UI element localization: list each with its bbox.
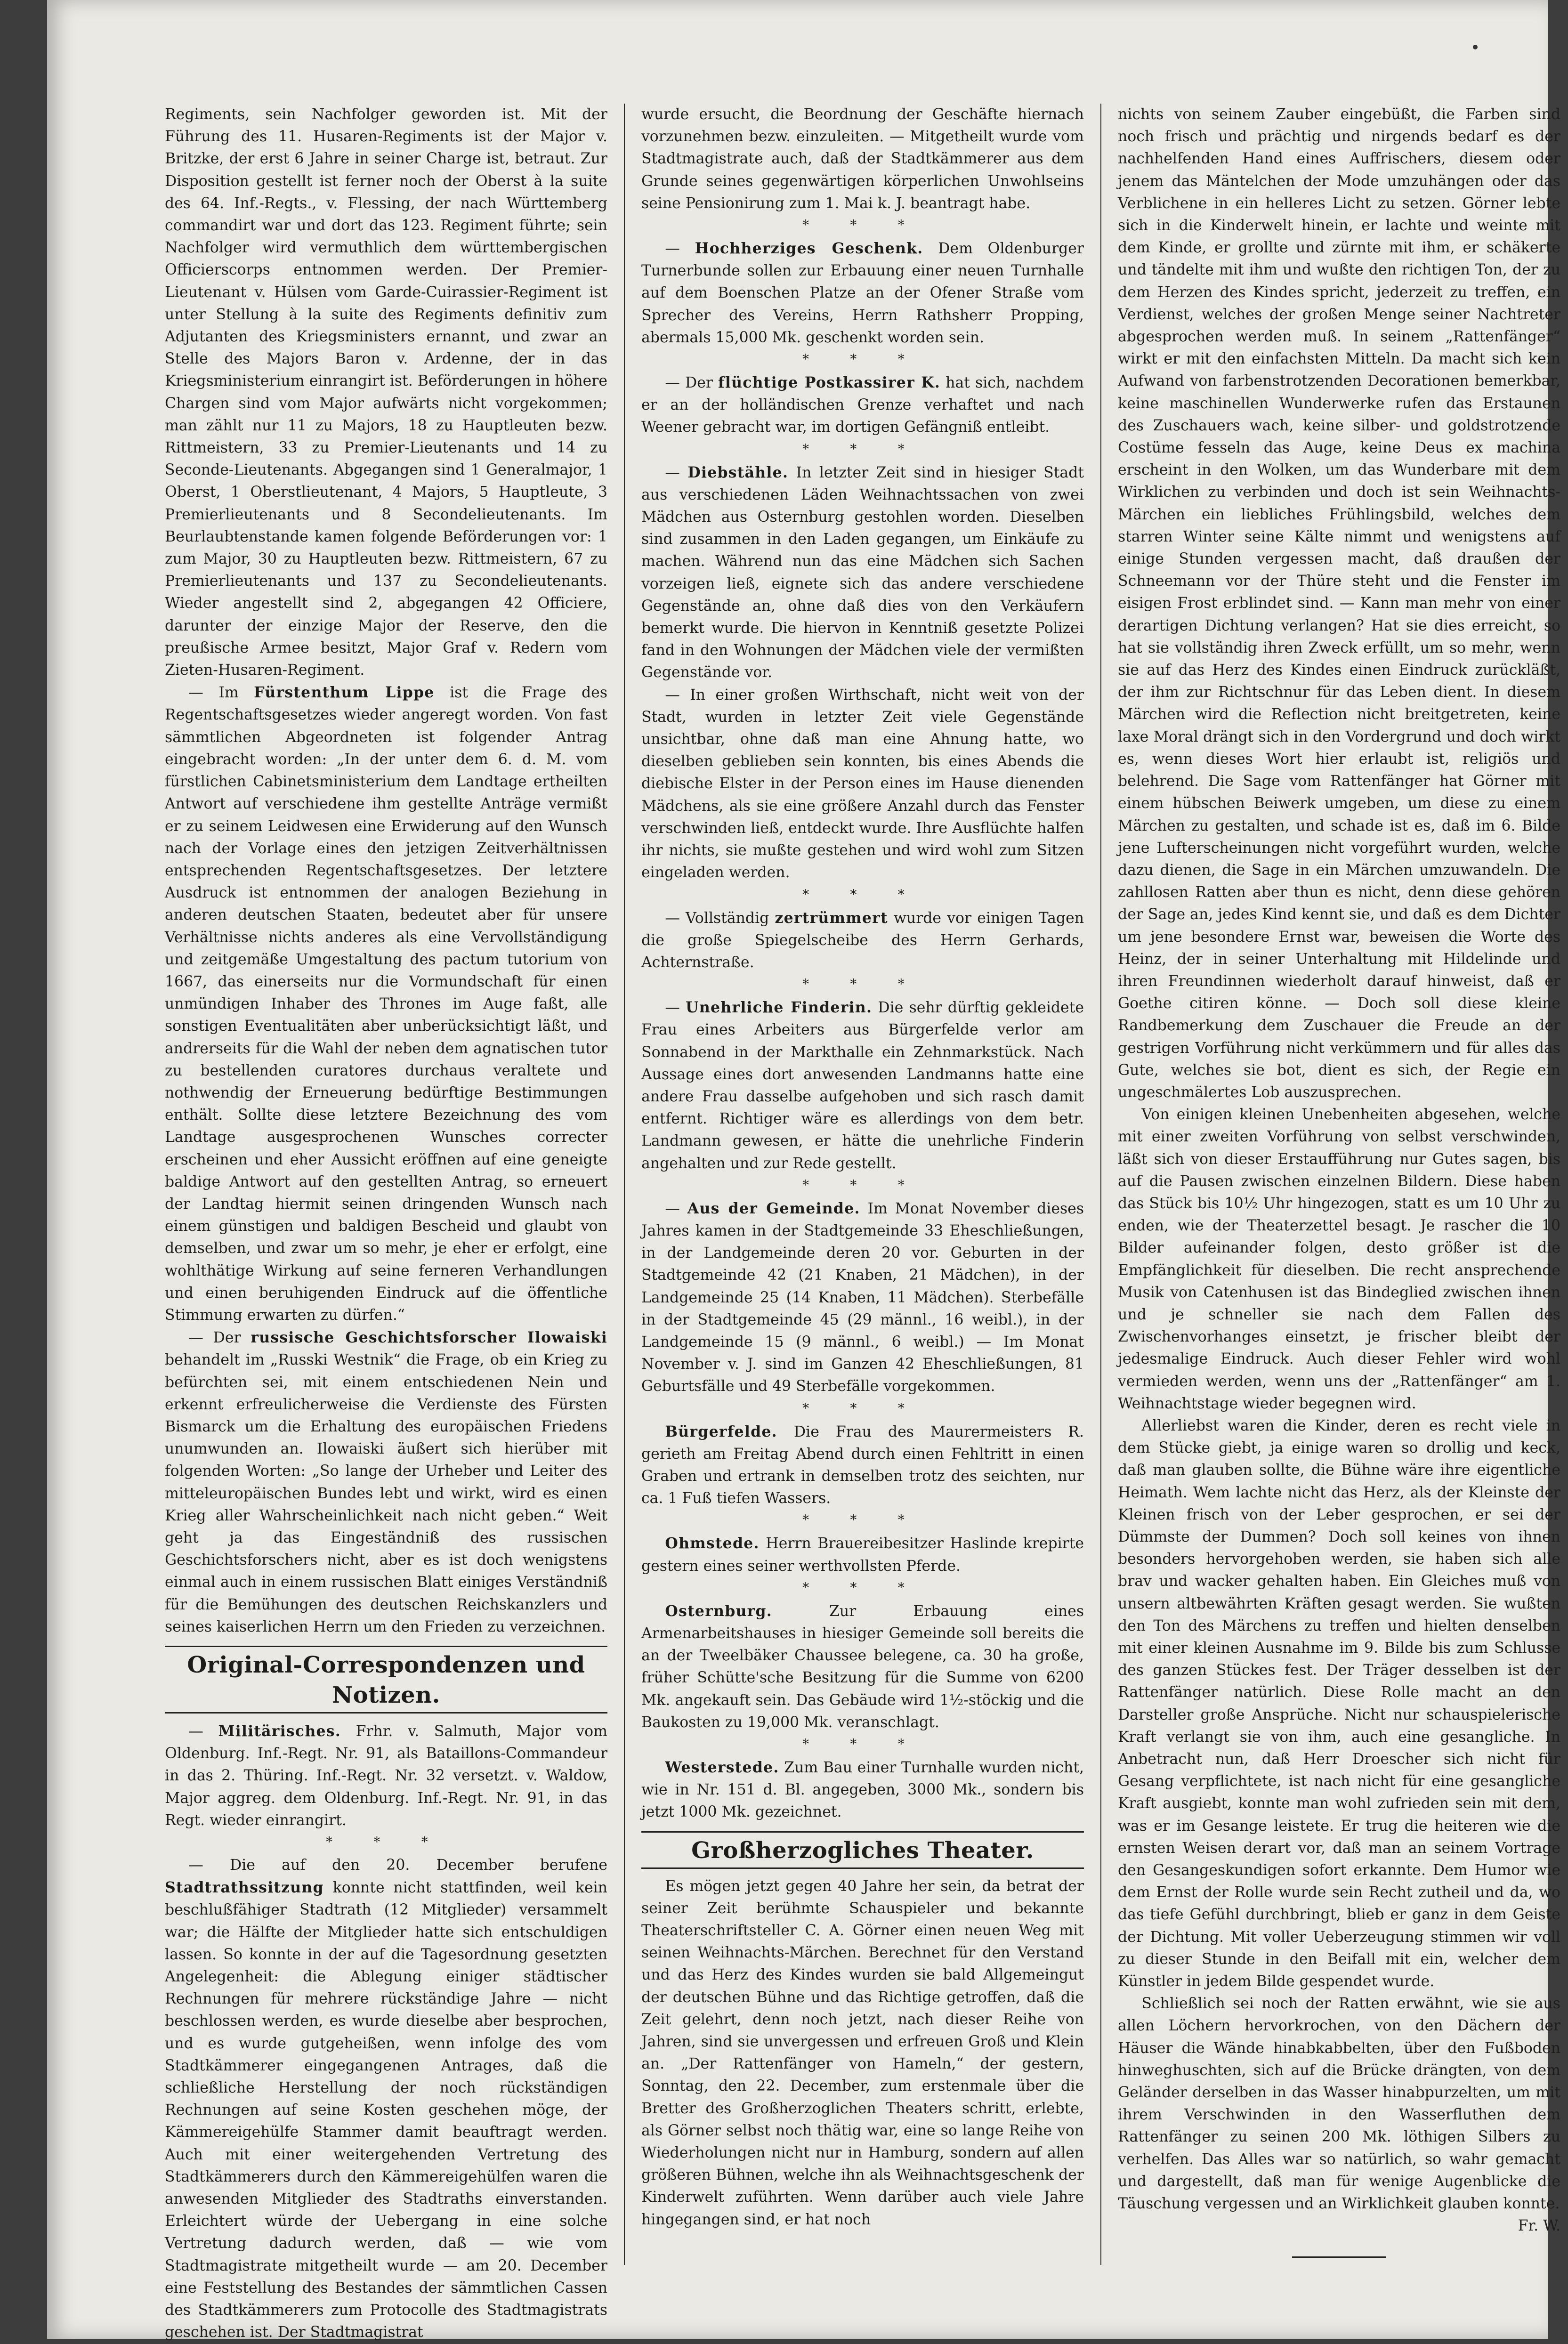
article-osternburg-lead: Osternburg. [665,1602,773,1620]
article-osternburg: Osternburg. Zur Erbauung eines Armenarbeitshauses in hiesiger Gemeinde soll bereits die an der Tweelbäker Chaussee belegene, ca. 30 ha große, früher Schütte'sche Besitzung für die Summe von 6200 Mk. angekauft sein. Das Gebäude wird 1½-stöckig und die Baukosten zu 19,000 Mk. veranschlagt. [641,1602,1084,1731]
article-diebstaehle: — Diebstähle. In letzter Zeit sind in hiesiger Stadt aus verschiedenen Läden Weihnachtssachen von zwei Mädchen aus Osternburg gestohlen worden. Dieselben sind zusammen in den Laden gegangen, um Einkäufe zu machen. Während nun das eine Mädchen sich Sachen vorzeigen ließ, eignete sich das andere verschiedene Gegenstände an, ohne daß dies von den Verkäufern bemerkt wurde. Die hiervon in Kenntniß gesetzte Polizei fand in den Wohnungen der Mädchen viele der vermißten Gegenstände vor. [641,463,1084,681]
stadtrath-continued: wurde ersucht, die Beordnung der Geschäfte hiernach vorzunehmen bezw. einzuleiten. — Mitgetheilt wurde vom Stadtmagistrate auch, daß der Stadtkämmerer aus dem Grunde seines gegenwärtigen körperlichen Unwohlseins seine Pensionirung zum 1. Mai k. J. beantragt habe. [641,106,1084,212]
section-heading-correspondence: Original-Correspondenzen und Notizen. [165,1646,607,1714]
article-finderin: — Unehrliche Finderin. Die sehr dürftig gekleidete Frau eines Arbeiters aus Bürgerfelde verlor am Sonnabend in der Markthalle ein Zehnmarkstück. Nach Aussage eines dort anwesenden Landmanns hatte eine andere Frau dasselbe aufgehoben und sich rasch damit entfernt. Richtiger wäre es allerdings von dem betr. Landmann gewesen, er hätte die unehrliche Finderin angehalten und zur Rede gestellt. [641,999,1084,1172]
article-geschenk-lead: Hochherziges Geschenk. [695,240,923,258]
column-1 [165,104,607,2344]
page-mark [1473,45,1478,49]
column-2 [641,104,1084,2231]
column-rule-2 [1100,104,1101,2265]
article-geschenk: — Hochherziges Geschenk. Dem Oldenburger Turnerbunde sollen zur Erbauung einer neuen Turnhalle auf dem Boenschen Platze an der Ofener Straße vom Sprecher des Vereins, Herrn Rathsherr Propping, abermals 15,000 Mk. geschenkt worden sein. [641,240,1084,346]
article-diebstaehle-lead: Diebstähle. [687,463,789,481]
separator-stars: * * * [326,1834,446,1850]
article-westerstede: Westerstede. Zum Bau einer Turnhalle wurden nicht, wie in Nr. 151 d. Bl. angegeben, 3000 Mk., sondern bis jetzt 1000 Mk. gezeichnet. [641,1759,1084,1821]
article-stadtrath-lead: Stadtrathssitzung [165,1879,324,1897]
article-ohmstede: Ohmstede. Herrn Brauereibesitzer Haslinde krepirte gestern eines seiner werthvollsten Pferde. [641,1535,1084,1575]
theater-review-p4: Schließlich sei noch der Ratten erwähnt, wie sie aus allen Löchern hervorkrochen, von den Dächern der Häuser die Wände hinabkabbelten, über den Fußboden hinweghuschten, sich auf die Brücke drängten, von dem Geländer derselben in das Wasser hinabpurzelten, um mit ihrem Verschwinden in den Wasserfluthen dem Rattenfänger zu seinen 200 Mk. löthigen Silbers zu verhelfen. Das Alles war so natürlich, so wahr gemacht und dargestellt, daß man für wenige Augenblicke die Täuschung vergessen und an Wirklichkeit glauben konnte. [1118,1995,1560,2213]
article-ohmstede-lead: Ohmstede. [665,1535,760,1552]
military-news-continued: Regiments, sein Nachfolger geworden ist. Mit der Führung des 11. Husaren-Regiments ist der Major v. Britzke, der erst 6 Jahre in seiner Charge ist, betraut. Zur Disposition gestellt ist ferner noch der Oberst à la suite des 64. Inf.-Regts., v. Flessing, der nach Württemberg commandirt war und dort das 123. Regiment führte; sein Nachfolger wird vermuthlich dem württembergischen Officierscorps entnommen werden. Der Premier-Lieutenant v. Hülsen vom Garde-Cuirassier-Regiment ist unter Stellung à la suite des Regiments definitiv zum Adjutanten des Kriegsministers ernannt, und zwar an Stelle des Majors Baron v. Ardenne, der in das Kriegsministerium einrangirt ist. Beförderungen in höhere Chargen sind vom Major aufwärts nicht vorgekommen; man zählt nur 11 zu Majors, 18 zu Hauptleuten bezw. Rittmeistern, 33 zu Premier-Lieutenants und 14 zu Seconde-Lieutenants. Abgegangen sind 1 Generalmajor, 1 Oberst, 1 Oberstlieutenant, 4 Majors, 5 Hauptleute, 3 Premierlieutenants und 8 Secondelieutenants. Im Beurlaubtenstande kamen folgende Beförderungen vor: 1 zum Major, 30 zu Hauptleuten bezw. Rittmeistern, 67 zu Premierlieutenants und 137 zu Secondelieutenants. Wieder angestellt sind 2, abgegangen 42 Officiere, darunter der einzige Major der Reserve, den die preußische Armee besitzt, Major Graf v. Redern vom Zieten-Husaren-Regiment. [165,106,608,679]
theater-review-p2: Von einigen kleinen Unebenheiten abgesehen, welche mit einer zweiten Vorführung von selbst verschwinden, läßt sich von dieser Erstaufführung nur Gutes sagen, bis auf die Pausen zwischen einzelnen Bildern. Diese haben das Stück bis 10½ Uhr hingezogen, statt es um 10 Uhr zu enden, wie der Theaterzettel besagt. Je rascher die 10 Bilder aufeinander folgen, desto größer ist die Empfänglichkeit für dieselben. Die recht ansprechende Musik von Catenhusen ist das Bindeglied zwischen ihnen und je schneller sie nach dem Fallen des Zwischenvorhanges einsetzt, je frischer bleibt der jedesmalige Eindruck. Auch dieser Fehler wird wohl vermieden werden, wenn uns der „Rattenfänger“ am 1. Weihnachtstage wieder begegnen wird. [1118,1106,1560,1412]
newspaper-page [47,0,1560,2341]
separator-stars: * * * [802,976,923,992]
separator-stars: * * * [802,441,923,457]
article-militaerisches: — Militärisches. Frhr. v. Salmuth, Major vom Oldenburg. Inf.-Regt. Nr. 91, als Bataillons-Commandeur in das 2. Thüring. Inf.-Regt. Nr. 32 versetzt. v. Waldow, Major aggreg. dem Oldenburg. Inf.-Regt. Nr. 91, in das Regt. wieder einrangirt. [165,1722,607,1829]
separator-stars: * * * [802,1579,923,1595]
article-ilowaiski: — Der russische Geschichtsforscher Ilowaiski behandelt im „Russki Westnik“ die Frage, ob ein Krieg zu befürchten sei, mit einem entschiedenen Nein und erkennt erfreulicherweise die Verdienste des Fürsten Bismarck um die Erhaltung des europäischen Friedens unumwunden an. Ilowaiski äußert sich hierüber mit folgenden Worten: „So lange der Urheber und Leiter des mitteleuropäischen Bundes lebt und wirkt, wird es einen Krieg aller Wahrscheinlichkeit nach nicht geben.“ Weit geht ja das Eingeständniß des russischen Geschichtsforschers nicht, aber es ist doch wenigstens einmal auch in einem russischen Blatt einiges Verständniß für die Bemühungen des deutschen Reichskanzlers und seines kaiserlichen Herrn um den Frieden zu verzeichnen. [165,1329,607,1635]
separator-stars: * * * [802,1736,923,1752]
separator-stars: * * * [802,886,923,902]
theater-review-p3: Allerliebst waren die Kinder, deren es recht viele in dem Stücke giebt, ja einige waren so drollig und keck, daß man glauben sollte, die Bühne wäre ihre eigentliche Heimath. Wem lachte nicht das Herz, als der Kleinste der Kleinen frisch von der Leber gesprochen, er sei der Dümmste der Dummen? Doch soll keines von ihnen besonders hervorgehoben werden, sie haben sich alle brav und wacker gehalten haben. Ein Gleiches muß von unsern altbewährten Kräften gesagt werden. Sie wußten den Ton des Märchens zu treffen und hielten denselben mit einer kleinen Ausnahme im 9. Bilde bis zum Schlusse des ganzen Stückes fest. Der Träger desselben ist der Rattenfänger natürlich. Diese Rolle macht an den Darsteller große Ansprüche. Nicht nur schauspielerische Kraft verlangt sie von ihm, auch eine gesangliche. In Anbetracht nun, daß Herr Droescher sich nicht für Gesang verpflichtete, ist nach nicht für eine gesangliche Kraft ausgiebt, konnte man wohl zufrieden sein mit dem, was er im Gesange leistete. Er trug die heiteren wie die ernsten Weisen derart vor, daß man an seinem Vortrage den Gesangeskundigen sofort erkannte. Dem Humor wie dem Ernst der Rolle wurde sein Recht zutheil und da, wo das tiefe Gefühl durchbringt, blieb er ganz in dem Geiste der Dichtung. Mit voller Ueberzeugung stimmen wir voll zu dieser Stunde in den Beifall mit ein, welcher dem Künstler in jedem Bilde gespendet wurde. [1118,1417,1560,1990]
separator-stars: * * * [802,217,923,233]
separator-stars: * * * [802,351,923,367]
article-zertruemmert: — Vollständig zertrümmert wurde vor einigen Tagen die große Spiegelscheibe des Herrn Gerhards, Achternstraße. [641,909,1084,971]
article-postkassirer: — Der flüchtige Postkassirer K. hat sich, nachdem er an der holländischen Grenze verhaftet und nach Weener gebracht war, im dortigen Gefängniß entleibt. [641,374,1084,436]
page-body [165,104,1568,2341]
article-militaerisches-lead: Militärisches. [218,1722,341,1740]
article-buergerfelde-lead: Bürgerfelde. [665,1423,777,1440]
article-finderin-lead: Unehrliche Finderin. [686,999,873,1017]
article-gemeinde: — Aus der Gemeinde. Im Monat November dieses Jahres kamen in der Stadtgemeinde 33 Eheschließungen, in der Landgemeinde deren 20 vor. Geburten in der Stadtgemeinde 42 (21 Knaben, 21 Mädchen), in der Landgemeinde 25 (14 Knaben, 11 Mädchen). Sterbefälle in der Stadtgemeinde 45 (29 männl., 16 weibl.), in der Landgemeinde 15 (9 männl., 6 weibl.) — Im Monat November v. J. sind im Ganzen 42 Eheschließungen, 81 Geburtsfälle und 49 Sterbefälle vorgekommen. [641,1199,1084,1395]
end-rule [1292,2256,1386,2258]
article-stadtrathssitzung: — Die auf den 20. December berufene Stadtrathssitzung konnte nicht stattfinden, weil kein beschlußfähiger Stadtrath (12 Mitglieder) versammelt war; die Hälfte der Mitglieder hatte sich entschuldigen lassen. So konnte in der auf die Tagesordnung gesetzten Angelegenheit: die Ablegung einiger städtischer Rechnungen für mehrere rückständige Jahre — nicht beschlossen werden, es wurde dieselbe aber besprochen, und es wurde gutgeheißen, wenn infolge des vom Stadtkämmerer eingegangenen Antrages, daß die schließliche Herstellung der noch rückständigen Rechnungen auf seine Kosten geschehen möge, der Kämmereigehülfe Stammer damit beauftragt werden. Auch mit einer weitergehenden Vertretung des Stadtkämmerers durch den Kämmereigehülfen waren die anwesenden Mitglieder des Stadtraths einverstanden. Erleichtert würde der Uebergang in eine solche Vertretung dadurch werden, daß — wie vom Stadtmagistrate mitgetheilt wurde — am 20. December eine Feststellung des Bestandes der sämmtlichen Cassen des Stadtkämmerers zum Protocolle des Stadtmagistrats geschehen ist. Der Stadtmagistrat [165,1857,607,2341]
separator-stars: * * * [802,1177,923,1193]
article-westerstede-lead: Westerstede. [665,1759,779,1776]
article-lippe-lead: Fürstenthum Lippe [254,684,435,702]
article-wirthschaft: — In einer großen Wirthschaft, nicht weit von der Stadt, wurden in letzter Zeit viele Gegenstände unsichtbar, ohne daß man eine Ahnung hatte, wo dieselben geblieben sein konnten, bis eines Abends die diebische Elster in der Person eines im Hause dienenden Mädchens, als sie eine größere Anzahl durch das Fenster verschwinden ließ, entdeckt wurde. Ihre Ausflüchte halfen ihr nichts, sie mußte gestehen und wird wohl zum Sitzen eingeladen werden. [641,686,1084,881]
separator-stars: * * * [802,1400,923,1416]
section-heading-theater: Großherzogliches Theater. [641,1831,1084,1869]
separator-stars: * * * [802,1512,923,1528]
review-signature: Fr. W. [1518,2217,1560,2235]
article-postkassirer-lead: flüchtige Postkassirer K. [718,374,941,392]
article-theater: Es mögen jetzt gegen 40 Jahre her sein, da betrat der seiner Zeit berühmte Schauspieler und bekannte Theaterschriftsteller C. A. Görner einen neuen Weg mit seinen Weihnachts-Märchen. Berechnet für den Verstand und das Herz des Kindes wurden sie bald Allgemeingut der deutschen Bühne und das Richtige getroffen, daß die Zeit gelehrt, denn noch jetzt, nach dieser Reihe von Jahren, sind sie unvergessen und erfreuen Groß und Klein an. „Der Rattenfänger von Hameln,“ der gestern, Sonntag, den 22. December, zum erstenmale über die Bretter des Großherzoglichen Theaters schritt, erlebte, als Görner selbst noch thätig war, eine so lange Reihe von Wiederholungen nicht nur in Hamburg, sondern auf allen größeren Bühnen, welche ihn als Weihnachtsgeschenk der Kinderwelt zuführten. Wenn darüber auch viele Jahre hingegangen sind, er hat noch [641,1877,1084,2228]
article-gemeinde-lead: Aus der Gemeinde. [687,1199,860,1217]
article-zertruemmert-lead: zertrümmert [775,909,888,927]
theater-review-continued: nichts von seinem Zauber eingebüßt, die Farben sind noch frisch und prächtig und nirgends bedarf es der nachhelfenden Hand eines Auffrischers, diesem oder jenem das Mäntelchen der Mode umzuhängen oder das Verblichene in ein helleres Licht zu setzen. Görner lebte sich in die Kinderwelt hinein, er lachte und weinte mit dem Kinde, er grollte und zürnte mit ihm, er schäkerte und tändelte mit ihm und wußte den richtigen Ton, der zu dem Herzen des Kindes spricht, jederzeit zu treffen, ein Verdienst, welches der großen Menge seiner Nachtreter abgesprochen werden muß. In seinem „Rattenfänger“ wirkt er mit den einfachsten Mitteln. Da macht sich kein Aufwand von farbenstrotzenden Decorationen bemerkbar, keine maschinellen Wunderwerke rufen das Erstaunen des Zuschauers wach, keine silber- und goldstrotzende Costüme fesseln das Auge, keine Deus ex machina erscheint in den Wolken, um das Wunderbare mit dem Wirklichen zu verbinden und doch ist sein Weihnachts-Märchen ein liebliches Frühlingsbild, welches dem starren Winter seine Kälte nimmt und wenigstens auf einige Stunden vergessen macht, daß draußen der Schneemann vor der Thüre steht und die Fenster im eisigen Frost erblindet sind. — Kann man mehr von einer derartigen Dichtung verlangen? Hat sie dies erreicht, so hat sie vollständig ihren Zweck erfüllt, um so mehr, wenn sie auf das Herz des Kindes einen Eindruck zurückläßt, der ihm zur Richtschnur für das Leben dient. In diesem Märchen wird die Reflection nicht breitgetreten, keine laxe Moral drängt sich in den Vordergrund und doch wirkt es, wenn dieses Wort hier erlaubt ist, religiös und belehrend. Die Sage vom Rattenfänger hat Görner mit einem hübschen Beiwerk umgeben, um diese zu einem Märchen zu gestalten, und schade ist es, daß im 6. Bilde jene Lufterscheinungen nicht vorgeführt wurden, welche dazu dienen, die Sage in ein Märchen umzuwandeln. Die zahllosen Ratten aber thun es nicht, denn diese gehören der Sage an, jedes Kind kennt sie, und daß es dem Dichter um jene besondere Ernst war, beweisen die Worte des Heinz, der in seiner Unterhaltung mit Hildelinde und ihren Freundinnen wiederholt darauf hinweist, daß er Goethe citiren könne. — Doch soll diese kleine Randbemerkung dem Zuschauer die Freude an der gestrigen Vorführung nicht verkümmern und für alles das Gute, welches sie bot, dient es sich, der Regie ein ungeschmälertes Lob auszusprechen. [1118,106,1560,1101]
column-3 [1118,104,1560,2258]
article-ilowaiski-lead: russische Geschichtsforscher Ilowaiski [251,1329,607,1347]
article-buergerfelde: Bürgerfelde. Die Frau des Maurermeisters R. gerieth am Freitag Abend durch einen Fehltritt in einen Graben und ertrank in demselben trotz des seichten, nur ca. 1 Fuß tiefen Wassers. [641,1423,1084,1507]
column-rule-1 [624,104,625,2265]
article-lippe: — Im Fürstenthum Lippe ist die Frage des Regentschaftsgesetzes wieder angeregt worden. Von fast sämmtlichen Abgeordneten ist folgender Antrag eingebracht worden: „In der unter dem 6. d. M. vom fürstlichen Cabinetsministerium dem Landtage ertheilten Antwort auf verschiedene ihm gestellte Anträge vermißt er zu seinem Leidwesen eine Erwiderung auf den Wunsch nach der Vorlage eines den jetzigen Zeitverhältnissen entsprechenden Regentschaftsgesetzes. Der letztere Ausdruck ist entnommen der analogen Beziehung in anderen deutschen Staaten, bedeutet aber für unsere Verhältnisse nichts anderes als eine Vervollständigung und zeitgemäße Umgestaltung des pactum tutorium von 1667, das einerseits nur die Vormundschaft für einen unmündigen Inhaber des Thrones im Auge faßt, alle sonstigen Eventualitäten aber unberücksichtigt läßt, und andrerseits für die Wahl der neben dem agnatischen tutor zu bestellenden curatores durchaus veraltete und nothwendig der Erneuerung bedürftige Bestimmungen enthält. Sollte diese letztere Bezeichnung des vom Landtage ausgesprochenen Wunsches correcter erscheinen und eher Aussicht eröffnen auf eine geneigte baldige Antwort auf den gestellten Antrag, so erneuert der Landtag hiermit seinen dringenden Wunsch nach einem günstigen und baldigen Bescheid und glaubt von demselben, und zwar um so mehr, je eher er erfolgt, eine wohlthätige Wirkung auf seine ferneren Verhandlungen und einen beruhigenden Eindruck auf die öffentliche Stimmung erwarten zu dürfen.“ [165,684,607,1324]
